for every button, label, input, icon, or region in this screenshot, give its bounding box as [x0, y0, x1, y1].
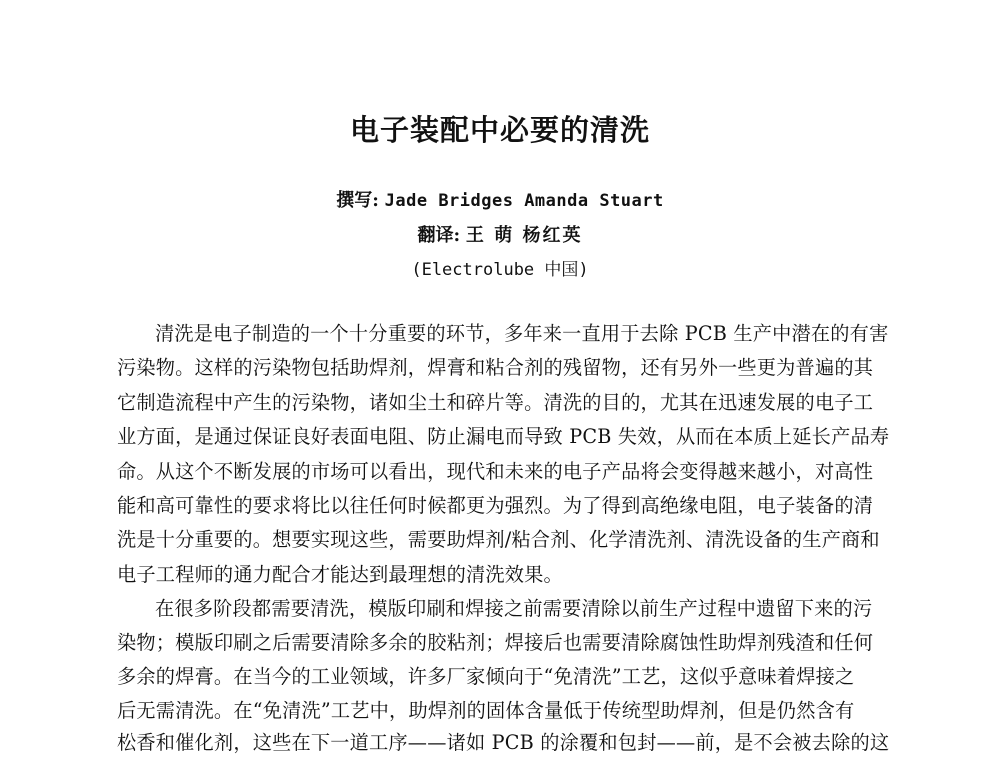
- translator-names: 王 萌 杨红英: [465, 225, 583, 246]
- author-line: [0, 187, 1000, 215]
- body-line: 在很多阶段都需要清洗，模版印刷和焊接之前需要清除以前生产过程中遗留下来的污: [155, 597, 873, 620]
- body-line: 染物；模版印刷之后需要清除多余的胶粘剂；焊接后也需要清除腐蚀性助焊剂残渣和任何: [117, 631, 874, 654]
- author-names: Jade Bridges Amanda Stuart: [384, 191, 664, 211]
- organization-line: [0, 256, 1000, 284]
- author-label: 撰写:: [336, 190, 379, 211]
- body-line: 命。从这个不断发展的市场可以看出，现代和未来的电子产品将会变得越来越小，对高性: [117, 460, 874, 483]
- body-line: 洗是十分重要的。想要实现这些，需要助焊剂/粘合剂、化学清洗剂、清洗设备的生产商和: [117, 528, 880, 551]
- body-line: 松香和催化剂，这些在下一道工序——诸如 PCB 的涂覆和包封——前，是不会被去除的这: [117, 731, 890, 754]
- body-line: 能和高可靠性的要求将比以往任何时候都更为强烈。为了得到高绝缘电阻，电子装备的清: [117, 494, 874, 517]
- body-line: 业方面，是通过保证良好表面电阻、防止漏电而导致 PCB 失效，从而在本质上延长产品寿: [117, 425, 890, 448]
- article-title: 电子装配中必要的清洗: [349, 113, 650, 147]
- organization-name: (Electrolube 中国): [411, 260, 589, 280]
- body-line: 它制造流程中产生的污染物，诸如尘土和碎片等。清洗的目的，尤其在迅速发展的电子工: [117, 391, 874, 414]
- body-line: 清洗是电子制造的一个十分重要的环节，多年来一直用于去除 PCB 生产中潜在的有害: [155, 322, 889, 345]
- body-line: 后无需清洗。在“免清洗”工艺中，助焊剂的固体含量低于传统型助焊剂，但是仍然含有: [117, 699, 855, 722]
- body-line: 电子工程师的通力配合才能达到最理想的清洗效果。: [117, 563, 563, 586]
- body-line: 污染物。这样的污染物包括助焊剂，焊膏和粘合剂的残留物，还有另外一些更为普遍的其: [117, 356, 874, 379]
- translator-label: 翻译:: [417, 225, 461, 246]
- body-line: 多余的焊膏。在当今的工业领域，许多厂家倾向于“免清洗”工艺，这似乎意味着焊接之: [117, 665, 855, 688]
- translator-line: [0, 222, 1000, 250]
